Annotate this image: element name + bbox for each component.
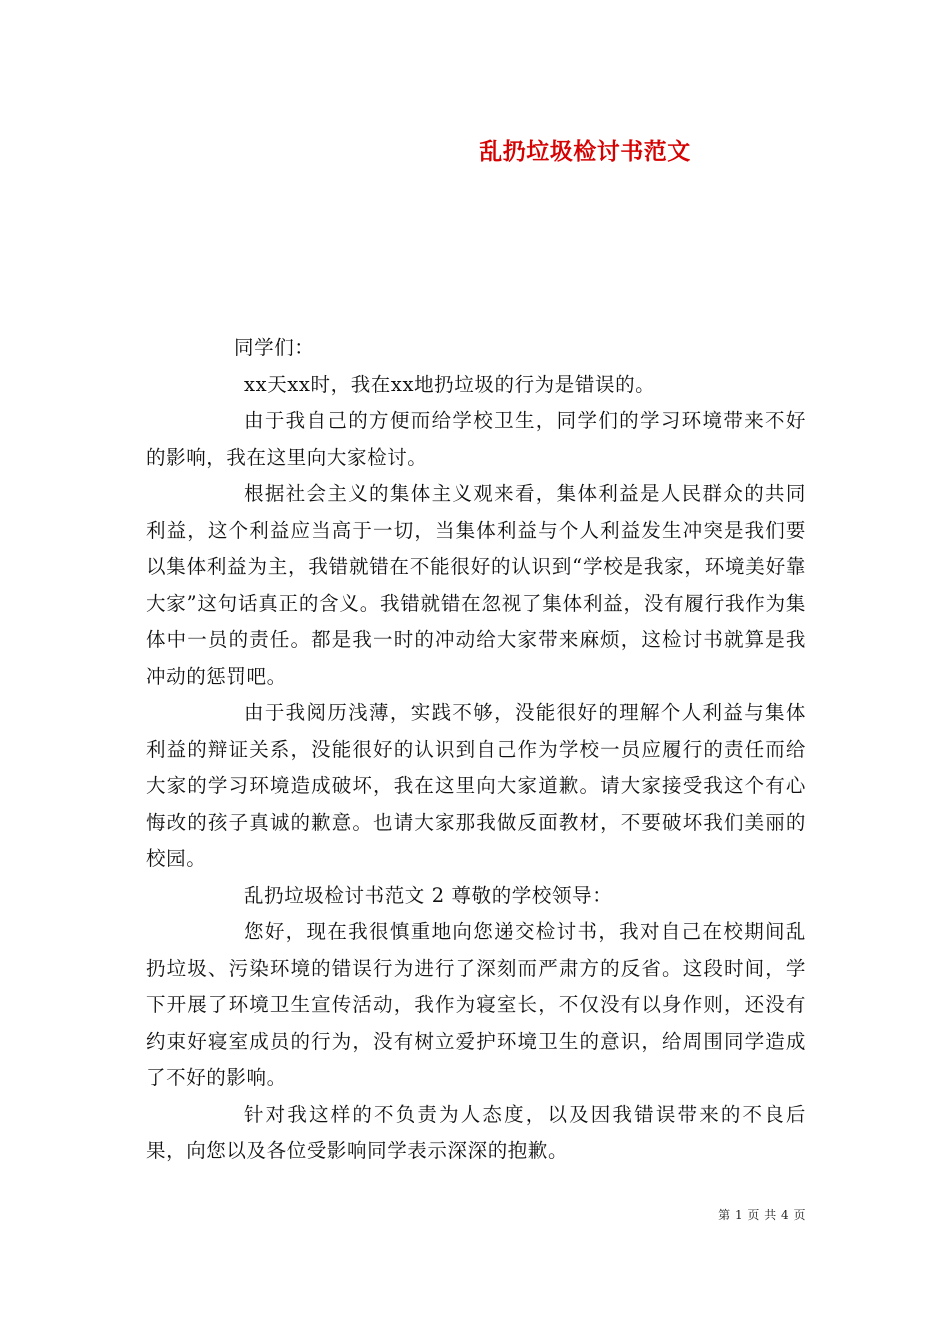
- page-number-footer: 第 1 页 共 4 页: [718, 1208, 806, 1222]
- document-body: [146, 330, 806, 1170]
- paragraph-6: 您好，现在我很慎重地向您递交检讨书，我对自己在校期间乱扔垃圾、污染环境的错误行为进行了深刻而严肃方的反省。这段时间，学下开展了环境卫生宣传活动，我作为寝室长，不仅没有以身作则，还没有约束好寝室成员的行为，没有树立爱护环境卫生的意识，给周围同学造成了不好的影响。: [146, 920, 806, 1089]
- salutation: 同学们：: [234, 336, 315, 359]
- paragraph-7: 针对我这样的不负责为人态度，以及因我错误带来的不良后果，向您以及各位受影响同学表示深深的抱歉。: [146, 1102, 806, 1162]
- document-title: 乱扔垃圾检讨书范文: [479, 138, 691, 165]
- paragraph-3: 根据社会主义的集体主义观来看，集体利益是人民群众的共同利益，这个利益应当高于一切，当集体利益与个人利益发生冲突是我们要以集体利益为主，我错就错在不能很好的认识到“学校是我家，环境美好靠大家”这句话真正的含义。我错就错在忽视了集体利益，没有履行我作为集体中一员的责任。都是我一时的冲动给大家带来麻烦，这检讨书就算是我冲动的惩罚吧。: [146, 482, 806, 688]
- paragraph-2: 由于我自己的方便而给学校卫生，同学们的学习环境带来不好的影响，我在这里向大家检讨。: [146, 409, 806, 469]
- paragraph-4: 由于我阅历浅薄，实践不够，没能很好的理解个人利益与集体利益的辩证关系，没能很好的认识到自己作为学校一员应履行的责任而给大家的学习环境造成破坏，我在这里向大家道歉。请大家接受我这个有心悔改的孩子真诚的歉意。也请大家那我做反面教材，不要破坏我们美丽的校园。: [146, 701, 806, 870]
- paragraph-1: xx天xx时，我在xx地扔垃圾的行为是错误的。: [244, 372, 656, 396]
- paragraph-5-heading: 乱扔垃圾检讨书范文 2 尊敬的学校领导：: [244, 883, 613, 907]
